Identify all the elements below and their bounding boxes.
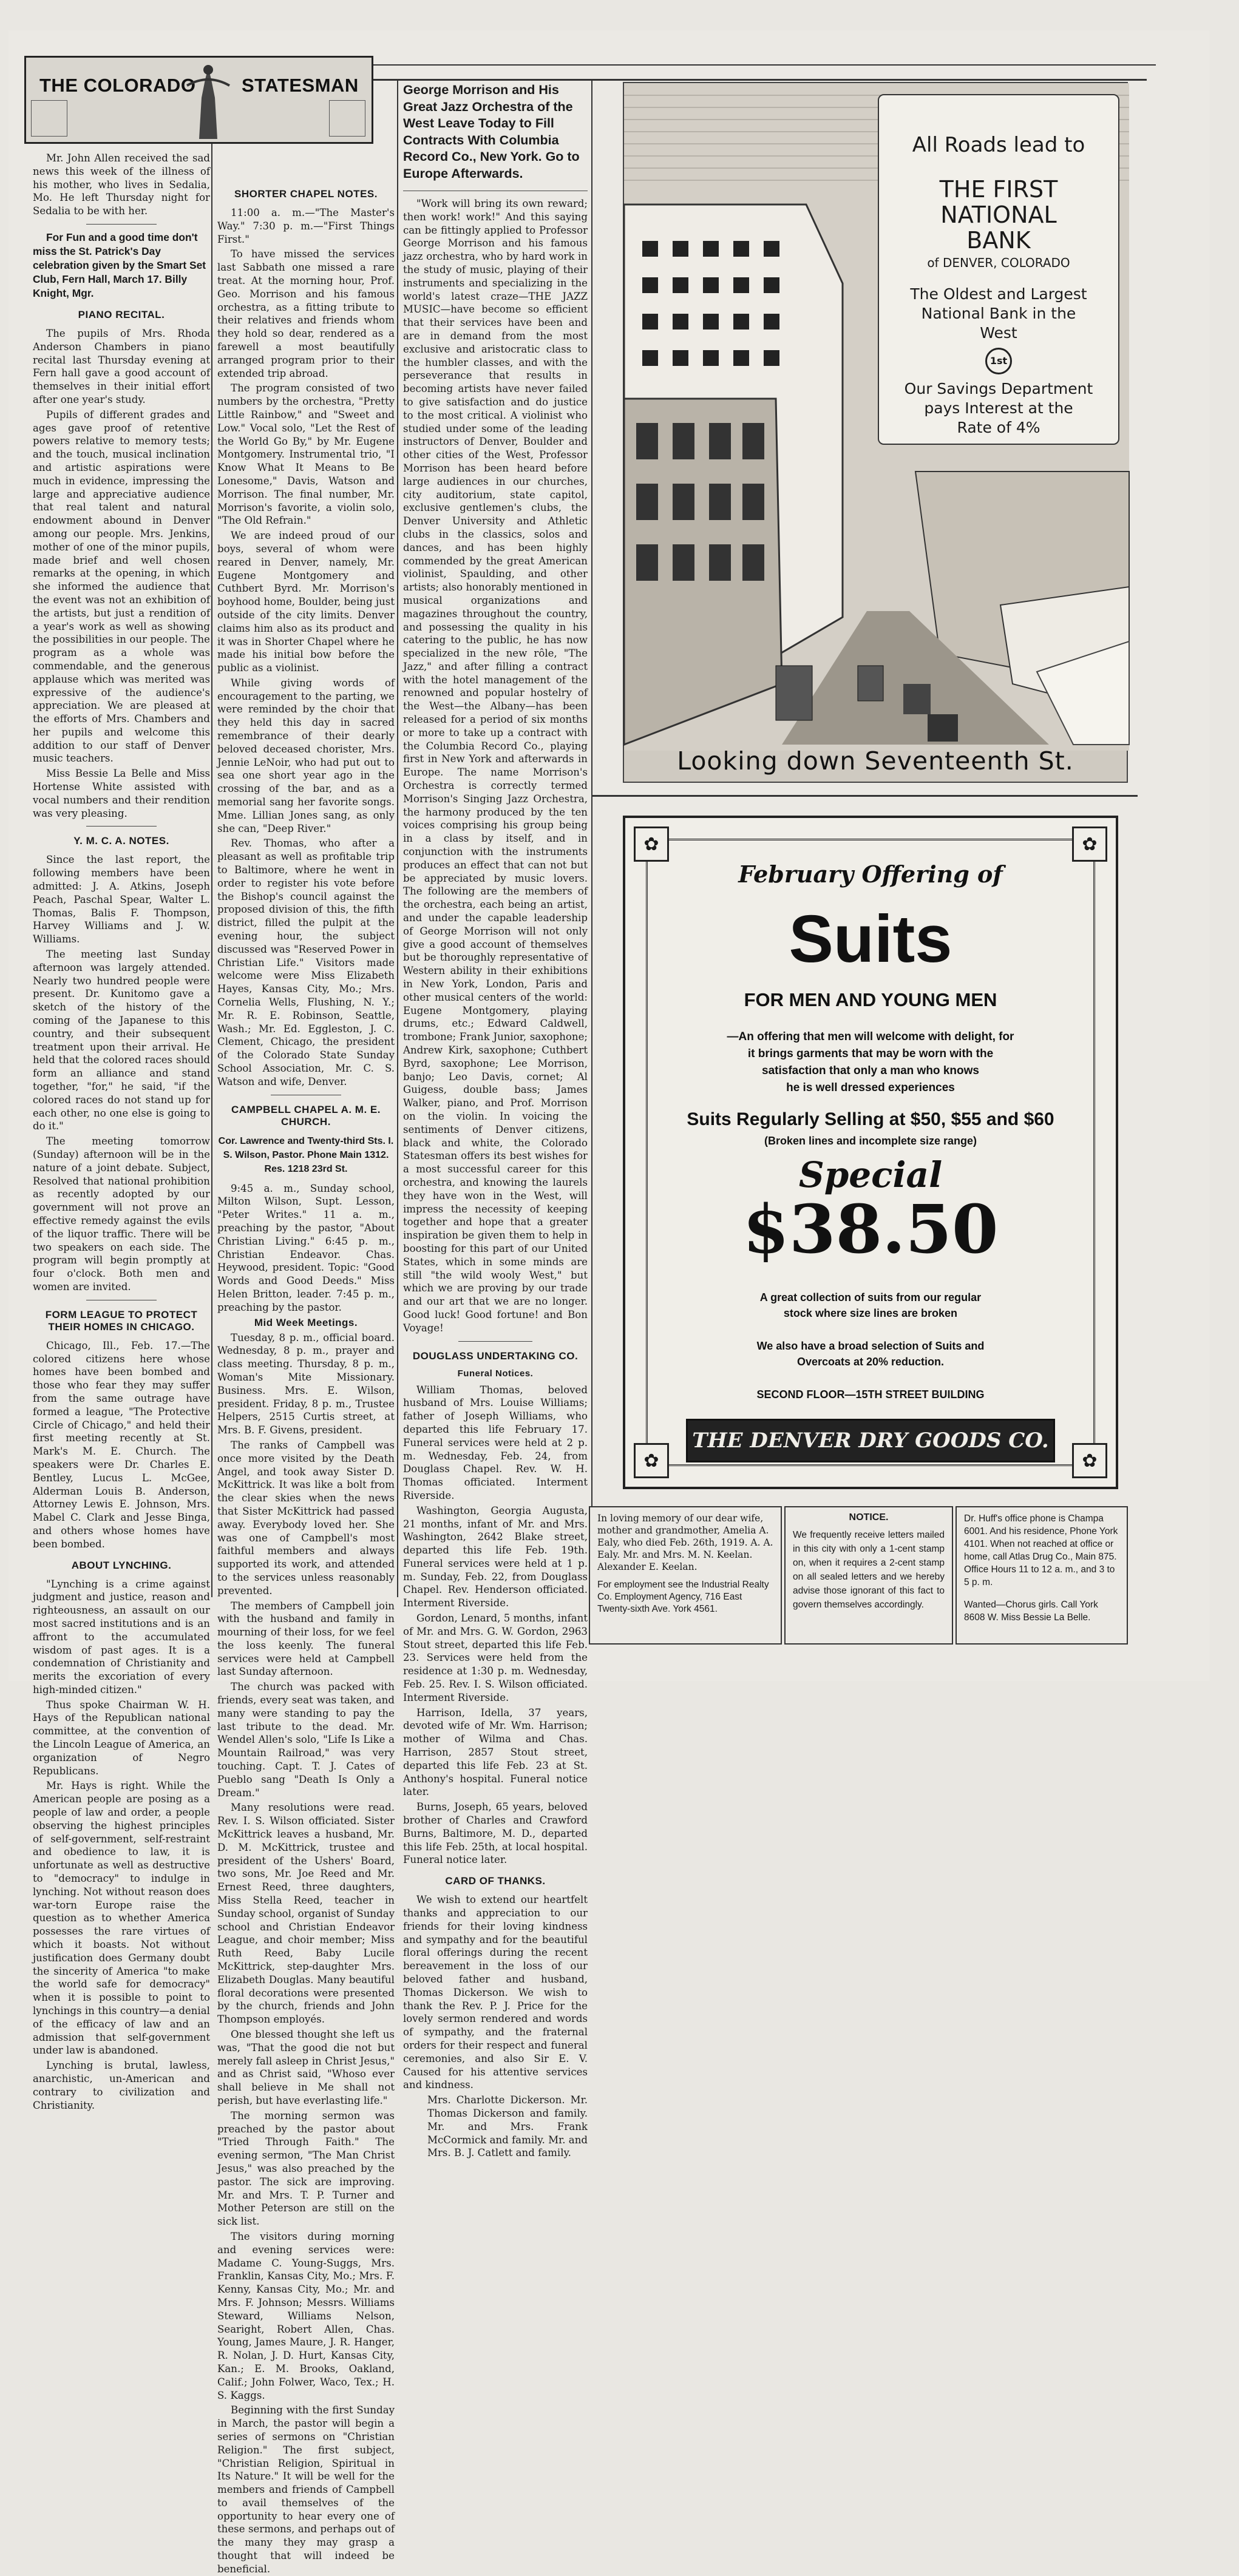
bank-line: The Oldest and Largest xyxy=(910,285,1087,303)
campbell-paragraph: 9:45 a. m., Sunday school, Milton Wilson, Supt. Lesson, "Peter Writes." 11 a. m., preaching by the pastor, "About Christian Living." 6:45 p. m., Christian Endeavor. Chas. Heywood, president. Topic: "Good Words and Good Deeds." Miss Helen Britton, leader. 7:45 p. m., preaching by the pastor. xyxy=(217,1182,395,1313)
campbell-address: Cor. Lawrence and Twenty-third Sts. I. S. Wilson, Pastor. Phone Main 1312. Res. 1218 23rd St. xyxy=(218,1135,394,1174)
piano-recital-heading: PIANO RECITAL. xyxy=(78,308,165,320)
lynching-heading: ABOUT LYNCHING. xyxy=(71,1559,172,1571)
lynching-paragraph: "Lynching is a crime against judgment and justice, reason and righteousness, an assault on our most sacred institutions and is an affront to the accumulated wisdom of past ages. It is a condemnation of Christianity and merits the excoriation of every high-minded citizen." xyxy=(33,1578,210,1695)
bank-line: pays Interest at the xyxy=(924,399,1073,417)
campbell-paragraph: The morning sermon was preached by the pastor about "Tried Through Faith." The evening sermon, "The Man Christ Jesus," was also preached by the pastor. The sick are improving. Mr. and Mrs. T. P. Turner and Mother Peterson are still on the sick list. xyxy=(217,2109,395,2228)
masthead xyxy=(24,56,373,144)
collection-line: stock where size lines are broken xyxy=(783,1307,958,1319)
ymca-heading: Y. M. C. A. NOTES. xyxy=(73,835,169,847)
morrison-paragraph: "Work will bring its own reward; then work! work!" And this saying can be fittingly applied to Professor George Morrison and his famous jazz orchestra, who by hard work in the study of music, playing of their instruments and specializing in the world's latest craze—THE JAZZ MUSIC—have become so efficient that their services have been and are in demand from the most exclusive and aristocratic class to the humbler classes, and with the perseverance that results in becoming artists have never failed to give satisfaction and do justice to the most critical. A violinist who studied under some of the leading instructors of Denver, Boulder and other cities of the West, Professor Morrison has been heard before large audiences in our churches, city auditorium, state capitol, exclusive gentlemen's clubs, the Denver University and Athletic clubs in the classics, solos and dances, and has been highly commended by the great American violinist, Spaulding, and other artists; also honorably mentioned in musical organizations and magazines throughout the country, and possessing the quality in his catering to the public, he has now specialized in the new rôle, "The Jazz," and after filling a contract with the hotel management of the renowned and popular hostelry of the West—the Albany—has been released for a period of six months or more to take up a contract with the Columbia Record Co., playing first in New York and afterwards in Europe. The name Morrison's Orchestra is correctly termed Morrison's Singing Jazz Orchestra, the harmony produced by the ten voices comprising his group being in a class by itself, and in conjunction with the instruments produces an effect that can not but be appreciated by music lovers. The following are the members of the orchestra, each being an artist, and under the capable leadership of George Morrison will not only give a good account of themselves but be thoroughly representative of Western ability in their exhibitions in New York, London, Paris and other musical centers of the world: Eugene Montgomery, playing drums, etc.; Edward Caldwell, trombone; Frank Junior, saxophone; Andrew Kirk, saxophone; Cuthbert Byrd, saxophone; Lee Morrison, banjo; Leo Davis, cornet; Al Guigess, double bass; James Walker, piano, and Prof. Morrison on the violin. In voicing the sentiments of Denver citizens, black and white, the Colorado Statesman offers its best wishes for a most successful career for this orchestra, and knowing the laurels they have won in the West, will impress the necessity of keeping together and hope that a greater inspiration be given them to help in boosting for this part of our United States, which in some minds are still "the wild wooly West," but which we are proving by our trade and our art that we are no longer. Good luck! Good fortune! and Bon Voyage! xyxy=(403,198,588,1334)
st-patricks-notice: For Fun and a good time don't miss the St. Patrick's Day celebration given by the Smart Set Club, Fern Hall, March 17. Billy Knight, Mgr. xyxy=(33,231,206,299)
notice-box xyxy=(784,1506,953,1645)
morrison-headline: George Morrison and His Great Jazz Orchestra of the West Leave Today to Fill Contracts With Columbia Record Co., New York. Go to Europe Afterwards. xyxy=(403,83,580,181)
campbell-paragraph: Tuesday, 8 p. m., official board. Wednesday, 8 p. m., prayer and class meeting. Thursday, 8 p. m., Woman's Mite Missionary. Business. Mrs. E. Wilson, president. Friday, 8 p. m., Trustee Helpers, 2515 Curtis street, at Mrs. B. F. Givens, president. xyxy=(217,1331,395,1436)
separator xyxy=(86,224,157,225)
flower-icon: ✿ xyxy=(634,827,669,862)
bank-line: Rate of 4% xyxy=(957,419,1040,436)
huff-notice: Dr. Huff's office phone is Champa 6001. And his residence, Phone York 4101. When not reached at office or home, call Atlas Drug Co., Main 875. Office Hours 11 to 12 a. m., and 3 to 5 p. m. xyxy=(964,1513,1118,1587)
campbell-paragraph: One blessed thought she left us was, "That the good die not but merely fall asleep in Christ Jesus," and as Christ said, "Whoso ever shall believe in Me shall not perish, but have everlasting life." xyxy=(217,2029,395,2106)
campbell-paragraph: The church was packed with friends, every seat was taken, and many were standing to pay the last tribute to the dead. Mr. Wendel Allen's solo, "Life Is Like a Mountain Railroad," was very touching. Capt. T. J. Cates of Pueblo sang "Death Is Only a Dream." xyxy=(217,1681,395,1799)
flower-icon: ✿ xyxy=(634,1443,669,1478)
bank-name-line: BANK xyxy=(966,227,1031,254)
campbell-paragraph: The members of Campbell join with the husband and family in mourning of their loss, for we feel the loss keenly. The funeral services were held at Campbell last Sunday afternoon. xyxy=(217,1600,395,1678)
illustration-caption: Looking down Seventeenth St. xyxy=(677,746,1074,776)
employment-text: For employment see the Industrial Realty Co. Employment Agency, 716 East Twenty-sixth Ave. York 4561. xyxy=(597,1580,769,1614)
separator xyxy=(86,826,157,827)
bank-location: of DENVER, COLORADO xyxy=(927,255,1070,270)
floor-location: SECOND FLOOR—15TH STREET BUILDING xyxy=(756,1388,985,1401)
piano-paragraph: Pupils of different grades and ages gave proof of retentive powers relative to memory tests; and the touch, musical inclination and artistic aspirations were much in evidence, impressing the large and appreciative audience that real talent and natural endowment abound in Denver among our people. Mrs. Jenkins, mother of one of the minor pupils, made brief and well chosen remarks at the opening, in which she informed the audience that the event was not an exhibition of the artists, but just a rendition of a year's work as well as showing the possibilities in our people. The program as a whole was commendable, and the generous applause which was merited was expressive of the audience's appreciation. We are pleased at the efforts of Mrs. Chambers and her pupils and welcome this addition to our staff of Denver music teachers. xyxy=(33,408,210,765)
overcoats-line: Overcoats at 20% reduction. xyxy=(796,1356,945,1368)
bank-name-line: NATIONAL xyxy=(940,201,1057,228)
overcoats-line: We also have a broad selection of Suits and xyxy=(756,1340,985,1352)
masthead-right-emblem xyxy=(329,100,365,137)
column-2 xyxy=(217,177,395,2575)
shorter-chapel-heading: SHORTER CHAPEL NOTES. xyxy=(234,188,378,200)
campbell-paragraph: Beginning with the first Sunday in March, the pastor will begin a series of sermons on "Christian Religion." The first subject, "Christian Religion, Spiritual in Its Nature." It will be well for the members and friends of Campbell to avail themselves of the opportunity to hear every one of these sermons, and perhaps out of the many they may grasp a thought that will indeed be beneficial. xyxy=(217,2404,395,2575)
allen-item: Mr. John Allen received the sad news this week of the illness of his mother, who lives in Sedalia, Mo. He left Thursday night for Sedalia to be with her. xyxy=(33,152,210,217)
suits-headline: Suits xyxy=(789,902,952,976)
ymca-paragraph: The meeting last Sunday afternoon was largely attended. Nearly two hundred people were present. Dr. Kunitomo gave a sketch of the history of the coming of the Japanese to this country, and their subsequent treatment upon their arrival. He held that the colored races should form an alliance and stand together, "for," he said, "if the colored races do not stand up for each other, no one else is going to do it." xyxy=(33,948,210,1132)
collection-line: A great collection of suits from our regular xyxy=(759,1291,982,1303)
campbell-paragraph: The visitors during morning and evening services were: Madame C. Young-Suggs, Mrs. Franklin, Kansas City, Mo.; Mrs. F. Kenny, Kansas City, Mo.; Mr. and Mrs. F. Johnson; Messrs. Williams Steward, Williams Nelson, Searight, Robert Allen, Chas. Young, James Maure, J. R. Hanger, R. Nolan, J. D. Hurt, Kansas City, Kan.; E. M. Brooks, Oakland, Calif.; John Folwer, Waco, Tex.; H. S. Kaggs. xyxy=(217,2230,395,2401)
column-divider-2 xyxy=(397,80,398,1597)
thanks-signatures: Mrs. Charlotte Dickerson. Mr. Thomas Dickerson and family. Mr. and Mrs. Frank McCormick and family. Mr. and Mrs. B. J. Catlett and family. xyxy=(427,2094,588,2159)
flower-icon: ✿ xyxy=(1072,827,1107,862)
liberty-figure-icon xyxy=(181,61,236,141)
bank-line: National Bank in the xyxy=(921,305,1076,322)
funeral-notice: Washington, Georgia Augusta, 21 months, infant of Mr. and Mrs. Washington, 2642 Blake street, departed this life Feb. 19th. Funeral services were held at 1 p. m. Sunday, Feb. 22, from Douglass Chapel. Rev. Henderson officiated. Interment Riverside. xyxy=(403,1504,588,1609)
broken-lines-note: (Broken lines and incomplete size range) xyxy=(764,1135,977,1147)
chapel-paragraph: We are indeed proud of our boys, several of whom were reared in Denver, namely, Mr. Eugene Montgomery and Cuthbert Byrd. Mr. Morrison's boyhood home, Boulder, being just outside of the city limits. Denver claims him also as its product and it was in Shorter Chapel where he made his initial bow before the public as a violinist. xyxy=(217,530,395,674)
wanted-notice: Wanted—Chorus girls. Call York 8608 W. Miss Bessie La Belle. xyxy=(964,1600,1098,1623)
chapel-paragraph: 11:00 a. m.—"The Master's Way." 7:30 p. m.—"First Things First." xyxy=(217,207,395,245)
notice-text: We frequently receive letters mailed in this city with only a 1-cent stamp on, when it requires a 2-cent stamp on all sealed letters and we hereby advise those ignorant of this fact to govern themselves accordingly. xyxy=(793,1530,945,1610)
piano-paragraph: Miss Bessie La Belle and Miss Hortense White assisted with vocal numbers and their rendition was very pleasing. xyxy=(33,768,210,819)
separator xyxy=(458,1341,532,1342)
chapel-paragraph: Rev. Thomas, who after a pleasant as well as profitable trip to Baltimore, where he went in order to register his vote before the Bishop's council against the proposed division of this, the fifth district, filled the pulpit at the evening hour, the subject discussed was "Reserved Power in Christian Life." Visitors made welcome were Miss Elizabeth Hayes, Kansas City, Mo.; Mrs. Cornelia Wells, Flushing, N. Y.; Mr. R. E. Robinson, Seattle, Wash.; Mr. Ed. Eggleston, J. C. Clement, Chicago, the president of the Colorado State Sunday School Association, Mr. C. S. Watson and wife, Denver. xyxy=(217,837,395,1087)
masthead-title-left: THE COLORADO xyxy=(39,75,196,96)
campbell-paragraph: Many resolutions were read. Rev. I. S. Wilson officiated. Sister McKittrick leaves a husband, Mr. D. M. McKittrick, trustee and president of the Ushers' Board, two sons, Mr. Joe Reed and Mr. Ernest Reed, three daughters, Miss Stella Reed, teacher in Sunday school, organist of Sunday school and Christian Endeavor League, and choir member; Miss Ruth Reed, Baby Lucile McKittrick, step-daughter Mrs. Elizabeth Douglas. Many beautiful floral decorations were presented by the church, friends and John Thompson employés. xyxy=(217,1802,395,2026)
description-line: he is well dressed experiences xyxy=(786,1081,955,1094)
league-heading: FORM LEAGUE TO PROTECT THEIR HOMES IN CHICAGO. xyxy=(45,1308,198,1333)
chapel-paragraph: While giving words of encouragement to the parting, we were reminded by the choir that they held this day in sacred remembrance of their dearly beloved deceased chorister, Mrs. Jennie LeNoir, who had put out to sea one short year ago in the crossing of the bar, and as a memorial sang her favorite songs. Mme. Lillian Jones sang, as only she can, "Deep River." xyxy=(217,677,395,834)
special-heading: Special xyxy=(798,1154,943,1195)
description-line: it brings garments that may be worn with the xyxy=(747,1047,994,1060)
campbell-chapel-heading: CAMPBELL CHAPEL A. M. E. CHURCH. xyxy=(231,1103,381,1127)
bank-badge-icon: 1st xyxy=(985,348,1012,374)
suits-advertisement xyxy=(623,816,1118,1489)
thanks-paragraph: We wish to extend our heartfelt thanks and appreciation to our friends for their loving kindness and sympathy and for the beautiful floral offerings during the recent bereavement in the loss of our beloved father and husband, Thomas Dickerson. We wish to thank the Rev. P. J. Price for the lovely sermon rendered and words of sympathy, and the fraternal orders for their respect and funeral ceremonies, and also Sir E. V. Caused for his attentive services and kindness. xyxy=(403,1894,588,2091)
special-price: $38.50 xyxy=(742,1190,999,1268)
funeral-notice: Harrison, Idella, 37 years, devoted wife of Mr. Wm. Harrison; mother of Wilma and Chas. Harrison, 2857 Stout street, departed this life Feb. 23 at St. Anthony's hospital. Funeral notice later. xyxy=(403,1706,588,1798)
bank-info-box xyxy=(878,94,1119,445)
ymca-paragraph: Since the last report, the following members have been admitted: J. A. Atkins, Joseph Peach, Paschal Spear, Walter L. Thomas, Balis F. Thompson, Harvey Williams and J. W. Williams. xyxy=(33,854,210,945)
ymca-paragraph: The meeting tomorrow (Sunday) afternoon will be in the nature of a joint debate. Subject, Resolved that national prohibition as recently adopted by our government will not prove an effective remedy against the evils of the liquor traffic. There will be two speakers on each side. The program will begin promptly at four o'clock. Both men and women are invited. xyxy=(33,1135,210,1293)
campbell-paragraph: The ranks of Campbell was once more visited by the Death Angel, and took away Sister D. McKittrick. It was like a bolt from the clear skies when the news that Sister McKittrick had passed away. Everybody loved her. She was one of Campbell's most faithful members and always supported its work, and attended to the services unless reasonably prevented. xyxy=(217,1439,395,1597)
card-of-thanks-heading: CARD OF THANKS. xyxy=(445,1875,546,1887)
lynching-paragraph: Thus spoke Chairman W. H. Hays of the Republican national committee, at the convention of the Lincoln League of America, an organization of Negro Republicans. xyxy=(33,1699,210,1777)
piano-paragraph: The pupils of Mrs. Rhoda Anderson Chambers in piano recital last Thursday evening at Fern hall gave a good account of themselves in their initial effort after one year's study. xyxy=(33,327,210,405)
masthead-title-right: STATESMAN xyxy=(242,75,359,96)
notice-heading: NOTICE. xyxy=(849,1512,889,1523)
column-3 xyxy=(403,82,588,2159)
ad-separator-rule xyxy=(591,795,1138,797)
column-1 xyxy=(33,152,210,2111)
lynching-paragraph: Lynching is brutal, lawless, anarchistic, un-American and contrary to civilization and Christianity. xyxy=(33,2060,210,2111)
column-divider-1 xyxy=(211,80,212,1597)
bank-name-line: THE FIRST xyxy=(939,176,1058,203)
for-men-line: FOR MEN AND YOUNG MEN xyxy=(744,989,997,1010)
store-logo: THE DENVER DRY GOODS CO. xyxy=(686,1419,1055,1462)
lynching-paragraph: Mr. Hays is right. While the American people are posing as a people of law and order, a people observing the highest principles of self-government, self-restraint and obedience to law, it is unfortunate as well as destructive to "democracy" to indulge in lynching. Not without reason does war-torn Europe raise the question as to whether America possesses the rare virtues of which it boasts. Not without justification does Germany doubt the sincerity of America "to make the world safe for democracy" when it is possible to point to lynchings in this country—a denial of the efficacy of law and an admission that self-government under law is abandoned. xyxy=(33,1780,210,2057)
bank-line: Our Savings Department xyxy=(904,380,1093,397)
description-line: satisfaction that only a man who knows xyxy=(762,1064,979,1077)
funeral-notice: Gordon, Lenard, 5 months, infant of Mr. and Mrs. G. W. Gordon, 2963 Stout street, departed this life Feb. 23. Services were held from the residence at 1:30 p. m. Wednesday, Feb. 25. Rev. I. S. Wilson officiated. Interment Riverside. xyxy=(403,1612,588,1703)
memoriam-text: In loving memory of our dear wife, mother and grandmother, Amelia A. Ealy, who died Feb. 26th, 1919. A. A. Ealy. Mr. and Mrs. M. N. Keelan. Alexander E. Keelan. xyxy=(597,1513,773,1572)
chapel-paragraph: To have missed the services last Sabbath one missed a rare treat. At the morning hour, Prof. Geo. Morrison and his famous orchestra, as a fitting tribute to their relatives and friends whom they hold so dear, rendered as a farewell a most beautifully arranged program prior to their extended trip abroad. xyxy=(217,248,395,379)
column-divider-3 xyxy=(591,80,592,1536)
masthead-left-emblem xyxy=(31,100,67,137)
funeral-notice: Burns, Joseph, 65 years, beloved brother of Charles and Crawford Burns, Baltimore, M. D., departed this life Feb. 25th, at local hospital. Funeral notice later. xyxy=(403,1801,588,1866)
bank-advertisement xyxy=(623,82,1128,783)
funeral-notices-heading: Funeral Notices. xyxy=(457,1368,534,1379)
douglass-heading: DOUGLASS UNDERTAKING CO. xyxy=(412,1350,579,1362)
offering-heading: February Offering of xyxy=(738,860,1003,888)
bank-line: All Roads lead to xyxy=(912,133,1085,157)
chapel-paragraph: The program consisted of two numbers by the orchestra, "Pretty Little Rainbow," and "Sweet and Low." Vocal solo, "Let the Rest of the World Go By," by Mr. Eugene Montgomery. Instrumental trio, "I Know What It Means to Be Lonesome," Davis, Watson and Morrison. The final number, Mr. Morrison's favorite, a violin solo, "The Old Refrain." xyxy=(217,382,395,527)
funeral-notice: William Thomas, beloved husband of Mrs. Louise Williams; father of Joseph Williams, who departed this life February 17. Funeral services were held at 2 p. m. Wednesday, Feb. 24, from Douglass Chapel. Rev. W. H. Thomas officiated. Interment Riverside. xyxy=(403,1384,588,1501)
regular-price-line: Suits Regularly Selling at $50, $55 and $60 xyxy=(687,1109,1054,1129)
description-line: —An offering that men will welcome with delight, for xyxy=(727,1030,1014,1043)
mid-week-heading: Mid Week Meetings. xyxy=(254,1316,358,1328)
bank-line: West xyxy=(980,324,1017,342)
league-paragraph: Chicago, Ill., Feb. 17.—The colored citizens here whose homes have been bombed and those who fear they may suffer from the same outrage have formed a league, "The Protective Circle of Chicago," and held their first meeting recently at St. Mark's M. E. Church. The speakers were Dr. Charles E. Bentley, Lucus L. McGee, Alderman Louis B. Anderson, Attorney Lewis E. Johnson, Mrs. Mabel C. Clark and Jesse Binga, and others whose homes have been bombed. xyxy=(33,1339,210,1550)
classifieds-box xyxy=(956,1506,1128,1645)
memoriam-box xyxy=(589,1506,782,1645)
flower-icon: ✿ xyxy=(1072,1443,1107,1478)
